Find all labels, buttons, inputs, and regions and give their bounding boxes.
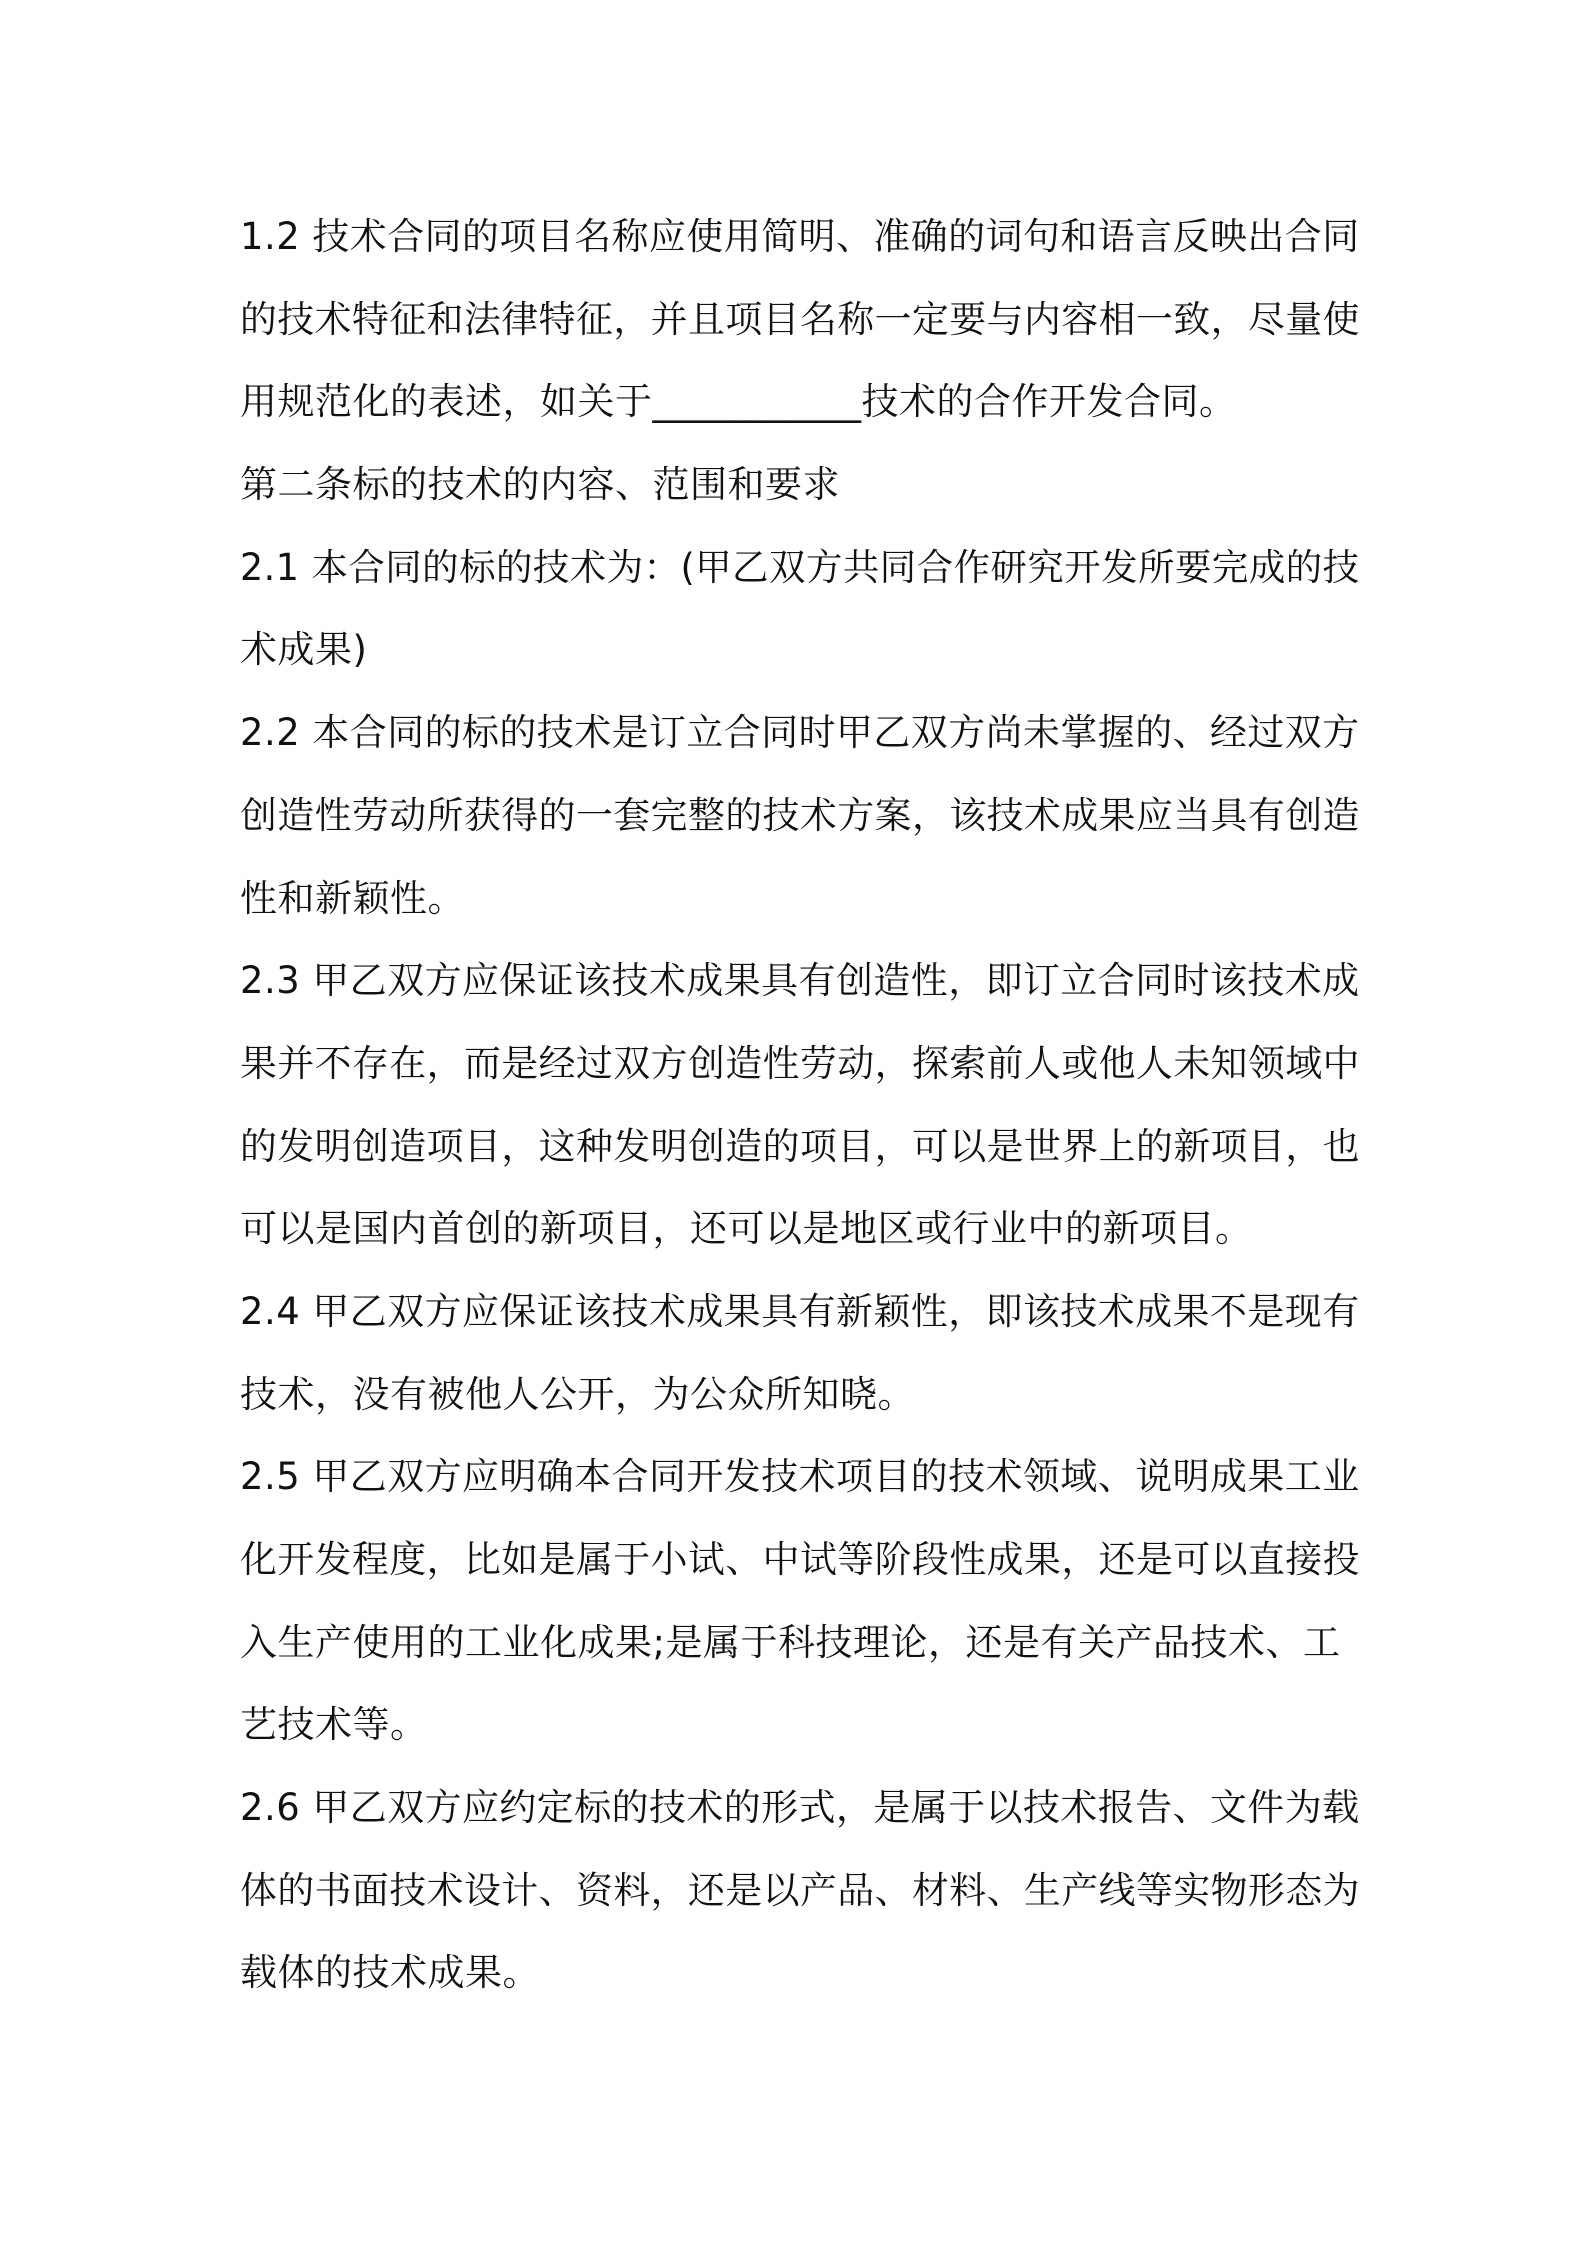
text-line: 艺技术等。 — [240, 1703, 428, 1747]
text-line: 性和新颖性。 — [240, 876, 465, 920]
document-body — [240, 196, 1360, 2015]
text-line: 入生产使用的工业化成果;是属于科技理论，还是有关产品技术、工 — [240, 1620, 1341, 1664]
text-line: 2.5 甲乙双方应明确本合同开发技术项目的技术领域、说明成果工业 — [240, 1455, 1360, 1499]
text-line: 2.1 本合同的标的技术为：(甲乙双方共同合作研究开发所要完成的技 — [240, 545, 1360, 589]
section-heading: 第二条标的技术的内容、范围和要求 — [240, 463, 840, 507]
text-line: 2.2 本合同的标的技术是订立合同时甲乙双方尚未掌握的、经过双方 — [240, 711, 1360, 755]
text-line: 体的书面技术设计、资料，还是以产品、材料、生产线等实物形态为 — [240, 1868, 1360, 1912]
text-line: 创造性劳动所获得的一套完整的技术方案，该技术成果应当具有创造 — [240, 793, 1360, 837]
text-line: 的技术特征和法律特征，并且项目名称一定要与内容相一致，尽量使 — [240, 297, 1360, 341]
text-line: 术成果) — [240, 628, 368, 672]
text-line: 果并不存在，而是经过双方创造性劳动，探索前人或他人未知领域中 — [240, 1041, 1360, 1085]
text-line: 技术，没有被他人公开，为公众所知晓。 — [240, 1372, 915, 1416]
text-line: 化开发程度，比如是属于小试、中试等阶段性成果，还是可以直接投 — [240, 1538, 1360, 1581]
text-line: 用规范化的表述，如关于___________技术的合作开发合同。 — [240, 380, 1237, 424]
text-line: 2.3 甲乙双方应保证该技术成果具有创造性，即订立合同时该技术成 — [240, 959, 1360, 1003]
text-line: 2.6 甲乙双方应约定标的技术的形式，是属于以技术报告、文件为载 — [240, 1786, 1360, 1830]
text-line: 2.4 甲乙双方应保证该技术成果具有新颖性，即该技术成果不是现有 — [240, 1289, 1360, 1333]
text-line: 1.2 技术合同的项目名称应使用简明、准确的词句和语言反映出合同 — [240, 215, 1360, 258]
text-line: 载体的技术成果。 — [240, 1951, 540, 1995]
text-line: 可以是国内首创的新项目，还可以是地区或行业中的新项目。 — [240, 1207, 1253, 1251]
text-line: 的发明创造项目，这种发明创造的项目，可以是世界上的新项目，也 — [240, 1124, 1360, 1168]
